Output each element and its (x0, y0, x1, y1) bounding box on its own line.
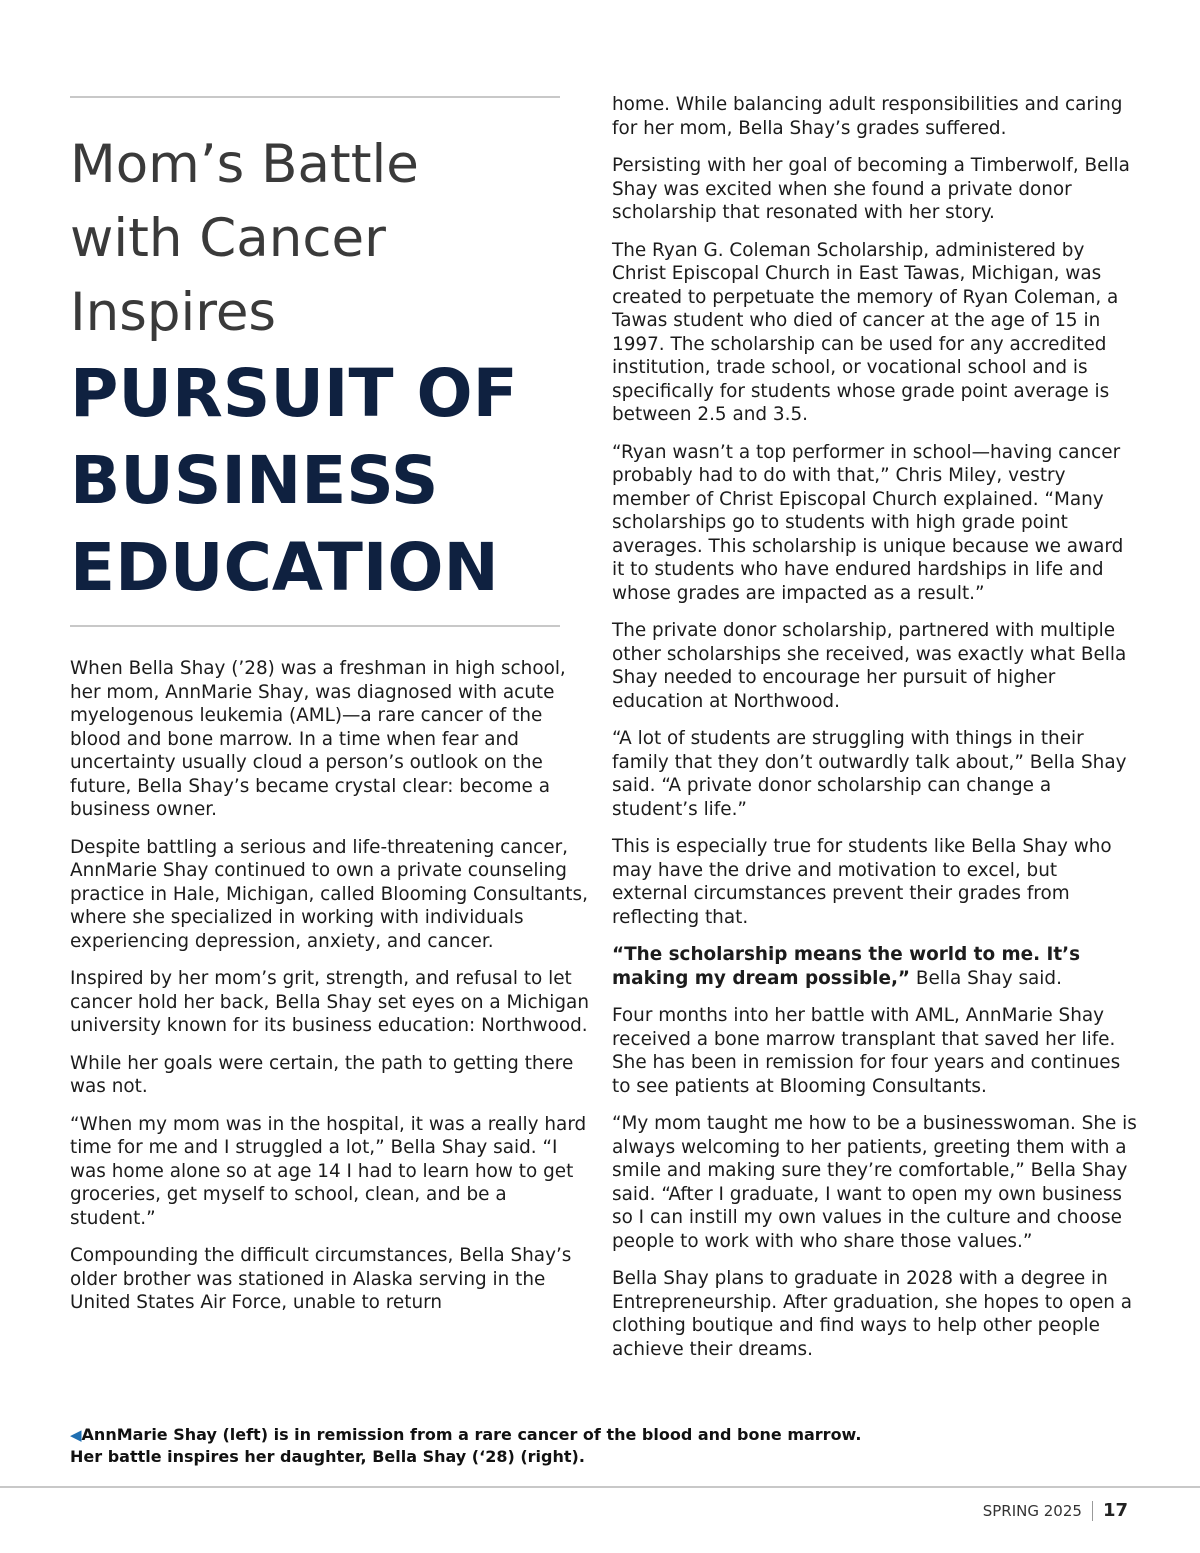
caption-line: AnnMarie Shay (left) is in remission from a rare cancer of the blood and bone marrow. (81, 1425, 862, 1444)
pull-quote-paragraph (612, 943, 1138, 990)
paragraph: Persisting with her goal of becoming a Timberwolf, Bella Shay was excited when she found a private donor scholarship that resonated with her story. (612, 155, 1130, 223)
footer-rule (0, 1486, 1200, 1488)
paragraph: “When my mom was in the hospital, it was a really hard time for me and I struggled a lot,” Bella Shay said. “I was home alone so at age 14 I had to learn how to get groceries, get myself to school, clean, and be a student.” (70, 1113, 587, 1229)
paragraph: While her goals were certain, the path to getting there was not. (70, 1052, 574, 1097)
paragraph: “A lot of students are struggling with things in their family that they don’t outwardly talk about,” Bella Shay said. “A private donor scholarship can change a student’s life.” (612, 728, 1127, 820)
top-rule (70, 96, 560, 98)
headline-line: BUSINESS (70, 442, 439, 519)
paragraph: The Ryan G. Coleman Scholarship, administered by Christ Episcopal Church in East Tawas, Michigan, was created to perpetuate the memory of Ryan Coleman, a Tawas student who died of cancer at the age of 15 in 1997. The scholarship can be used for any accredited institution, trade school, or vocational school and is specifically for students whose grade point average is between 2.5 and 3.5. (612, 239, 1119, 425)
page-number: 17 (1102, 1500, 1128, 1521)
title-bottom-rule (70, 625, 560, 627)
paragraph: home. While balancing adult responsibilities and caring for her mom, Bella Shay’s grades suffered. (612, 94, 1123, 139)
headline-light (70, 128, 590, 350)
quote-attribution: Bella Shay said. (910, 967, 1062, 989)
article-left-column (70, 657, 590, 1329)
paragraph: “Ryan wasn’t a top performer in school—having cancer probably had to do with that,” Chris Miley, vestry member of Christ Episcopal Church explained. “Many scholarships go to students with high grade point averages. This scholarship is unique because we award it to students who have endured hardships in life and whose grades are impacted as a result.” (612, 441, 1124, 604)
footer-divider (1092, 1501, 1093, 1521)
headline-line: Mom’s Battle (70, 134, 419, 195)
paragraph: Four months into her battle with AML, AnnMarie Shay received a bone marrow transplant that saved her life. She has been in remission for four years and continues to see patients at Blooming Consultants. (612, 1005, 1121, 1097)
headline-line: PURSUIT OF (70, 355, 518, 432)
headline-line: with Cancer (70, 208, 386, 269)
issue-label: SPRING 2025 (982, 1501, 1082, 1520)
headline-line: EDUCATION (70, 529, 499, 606)
article-right-column (612, 93, 1138, 1375)
caption-line: Her battle inspires her daughter, Bella Shay (‘28) (right). (70, 1447, 585, 1466)
paragraph: Inspired by her mom’s grit, strength, and refusal to let cancer hold her back, Bella Shay set eyes on a Michigan university known for its business education: Northwood. (70, 968, 589, 1036)
headline-bold (70, 350, 590, 611)
photo-caption (70, 1424, 950, 1468)
paragraph: Bella Shay plans to graduate in 2028 with a degree in Entrepreneurship. After graduation, she hopes to open a clothing boutique and find ways to help other people achieve their dreams. (612, 1268, 1133, 1360)
paragraph: This is especially true for students like Bella Shay who may have the drive and motivation to excel, but external circumstances prevent their grades from reflecting that. (612, 836, 1112, 928)
paragraph: Compounding the difficult circumstances, Bella Shay’s older brother was stationed in Alaska serving in the United States Air Force, unable to return (70, 1245, 572, 1313)
left-triangle-icon: ◀ (70, 1426, 82, 1444)
paragraph: When Bella Shay (’28) was a freshman in high school, her mom, AnnMarie Shay, was diagnosed with acute myelogenous leukemia (AML)—a rare cancer of the blood and bone marrow. In a time when fear and uncertainty usually cloud a person’s outlook on the future, Bella Shay’s became crystal clear: become a business owner. (70, 658, 566, 820)
headline-line: Inspires (70, 282, 277, 343)
paragraph: The private donor scholarship, partnered with multiple other scholarships she received, was exactly what Bella Shay needed to encourage her pursuit of higher education at Northwood. (612, 620, 1127, 712)
paragraph: “My mom taught me how to be a businesswoman. She is always welcoming to her patients, greeting them with a smile and making sure they’re comfortable,” Bella Shay said. “After I graduate, I want to open my own business so I can instill my own values in the culture and choose people to work with who share those values.” (612, 1113, 1137, 1252)
page-footer (983, 1500, 1128, 1521)
paragraph: Despite battling a serious and life-threatening cancer, AnnMarie Shay continued to own a private counseling practice in Hale, Michigan, called Blooming Consultants, where she specialized in working with individuals experiencing depression, anxiety, and cancer. (70, 836, 588, 952)
pull-quote: “The scholarship means the world to me. It’s making my dream possible,” (612, 944, 1081, 989)
